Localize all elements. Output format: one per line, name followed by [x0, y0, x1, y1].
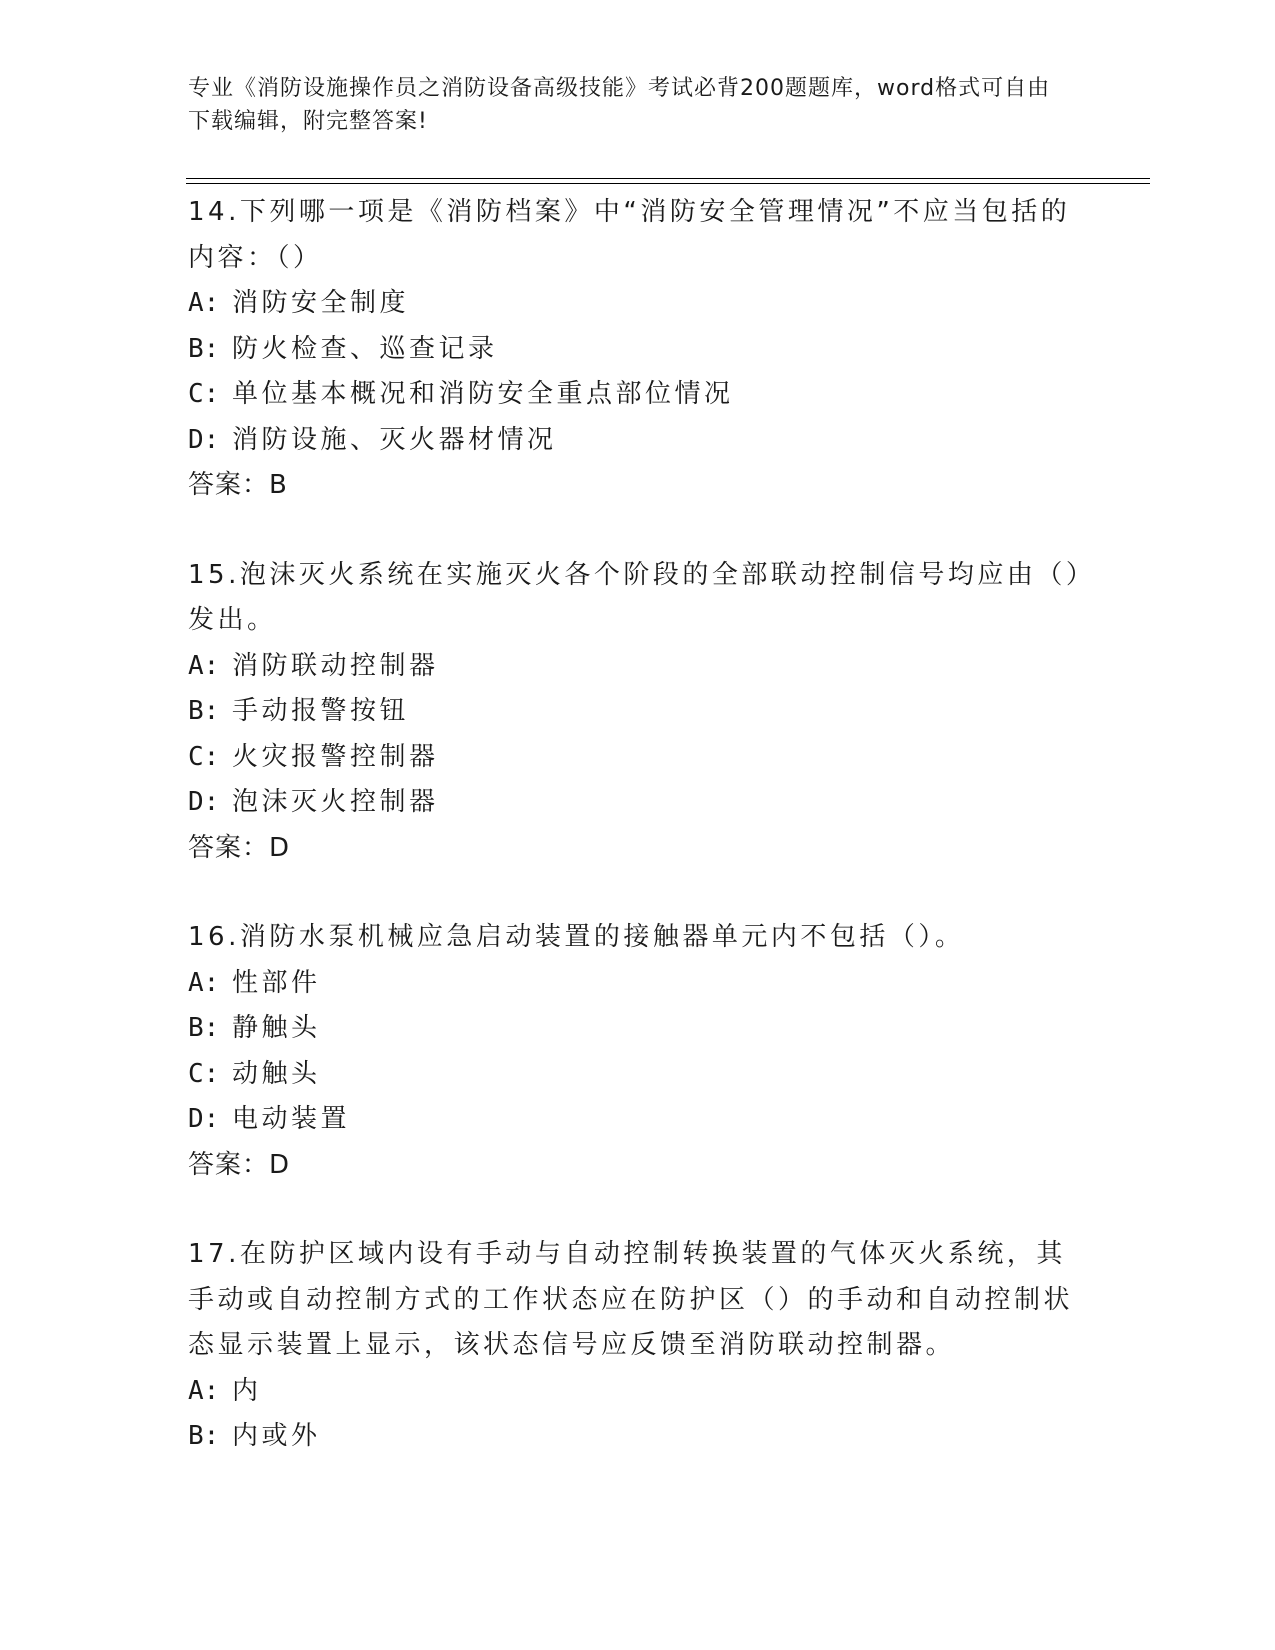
- question-16: [188, 915, 1088, 1188]
- answer-line: 答案：D: [188, 832, 291, 863]
- option-d: [188, 1097, 1088, 1143]
- option-text: 消防联动控制器: [232, 650, 439, 681]
- option-a: [188, 1369, 1088, 1415]
- option-b: [188, 1414, 1088, 1460]
- question-text: 16.消防水泵机械应急启动装置的接触器单元内不包括（）。: [188, 922, 965, 952]
- option-key: B:: [188, 1013, 220, 1043]
- option-text: 内或外: [232, 1421, 321, 1451]
- option-a: [188, 644, 1088, 690]
- option-key: B:: [188, 1421, 220, 1451]
- option-key: D:: [188, 424, 220, 455]
- option-text: 性部件: [232, 967, 321, 998]
- option-text: 火灾报警控制器: [232, 741, 439, 772]
- option-text: 泡沫灭火控制器: [232, 787, 439, 817]
- option-key: A:: [188, 650, 220, 681]
- question-text: 14.下列哪一项是《消防档案》中“消防安全管理情况”不应当包括的内容：（）: [188, 197, 1071, 273]
- option-b: [188, 689, 1088, 735]
- question-15: [188, 553, 1088, 872]
- option-text: 内: [232, 1375, 262, 1406]
- option-key: B:: [188, 333, 220, 364]
- question-14: [188, 190, 1088, 509]
- option-text: 单位基本概况和消防安全重点部位情况: [232, 379, 734, 409]
- header-rule-bottom: [186, 183, 1150, 184]
- option-text: 防火检查、巡查记录: [232, 333, 498, 364]
- option-text: 消防安全制度: [232, 288, 410, 318]
- answer-line: 答案：D: [188, 1149, 291, 1180]
- option-c: [188, 1052, 1088, 1098]
- option-a: [188, 281, 1088, 327]
- option-d: [188, 780, 1088, 826]
- document-header: 专业《消防设施操作员之消防设备高级技能》考试必背200题题库，word格式可自由下载编辑，附完整答案!: [188, 76, 1051, 134]
- option-key: C:: [188, 1058, 220, 1089]
- option-b: [188, 327, 1088, 373]
- option-key: C:: [188, 379, 220, 409]
- option-d: [188, 418, 1088, 464]
- option-text: 电动装置: [232, 1104, 351, 1134]
- option-key: D:: [188, 1104, 220, 1134]
- option-a: [188, 961, 1088, 1007]
- option-text: 静触头: [232, 1013, 321, 1043]
- option-c: [188, 372, 1088, 418]
- option-text: 消防设施、灭火器材情况: [232, 424, 557, 455]
- option-text: 动触头: [232, 1058, 321, 1089]
- option-key: B:: [188, 696, 220, 726]
- question-text: 17.在防护区域内设有手动与自动控制转换装置的气体灭火系统，其手动或自动控制方式的工作状态应在防护区（）的手动和自动控制状态显示装置上显示，该状态信号应反馈至消防联动控制器。: [188, 1239, 1074, 1360]
- option-key: C:: [188, 741, 220, 772]
- option-key: A:: [188, 967, 220, 998]
- question-list: [188, 190, 1088, 1504]
- question-17: [188, 1232, 1088, 1460]
- header-rule-top: [186, 178, 1150, 179]
- option-key: A:: [188, 1375, 220, 1406]
- option-key: A:: [188, 288, 220, 318]
- answer-line: 答案：B: [188, 470, 288, 500]
- option-c: [188, 735, 1088, 781]
- option-b: [188, 1006, 1088, 1052]
- option-text: 手动报警按钮: [232, 696, 410, 726]
- question-text: 15.泡沫灭火系统在实施灭火各个阶段的全部联动控制信号均应由（）发出。: [188, 559, 1083, 635]
- option-key: D:: [188, 787, 220, 817]
